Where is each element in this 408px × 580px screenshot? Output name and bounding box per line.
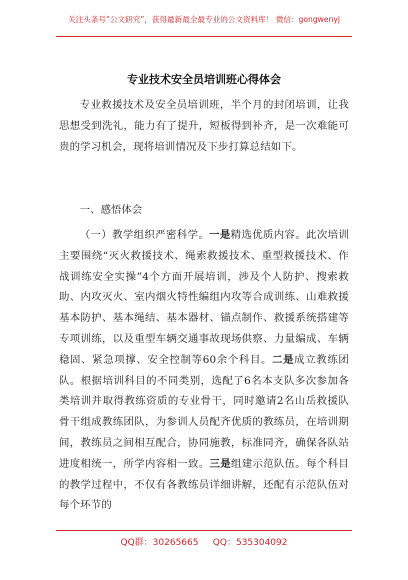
header-notice: 关注头条号“公文研究”，获得最新最全最专业的公文资料库！ 微信：gongwenyj xyxy=(68,15,340,24)
footer-divider xyxy=(56,530,352,531)
section-heading: 一、感悟体会 xyxy=(79,204,143,216)
point-three-text: 组建示范队伍。每个科目的教学过程中，不仅有各教练员详细讲解，还配有示范队伍对每个环节的 xyxy=(59,457,349,512)
subsection-lead: （一）教学组织严密科学。 xyxy=(79,229,210,241)
document-title: 专业技术安全员培训班心得体会 xyxy=(127,73,281,86)
intro-paragraph: 专业救援技术及安全员培训班，半个月的封闭培训，让我思想受到洗礼，能力有了提升，短板得到补齐，是一次难能可贵的学习机会，现将培训情况及下步打算总结如下。 xyxy=(59,99,349,153)
point-one-marker: 一是 xyxy=(209,229,231,241)
body-paragraph xyxy=(59,225,349,516)
point-two-marker: 二是 xyxy=(272,353,295,366)
point-one-text: 精选优质内容。此次培训主要围绕“灭火救援技术、绳索救援技术、重型救援技术、作战训练安全实操”4个方面开展培训，涉及个人防护、搜索救助、内攻灭火、室内烟火特性编组内攻等合成训练、山难救援基本防护、基本绳结、基本器材、锚点制作、救援系统搭建等专项训练，以及重型车辆交通事故现场供察、力量编成、车辆稳固、紧急项撑、安全控制等60余个科目。 xyxy=(59,229,350,366)
point-two-text: 成立教练团队。根据培训科目的不同类别，选配了6名本支队多次参加各类培训并取得教练资质的专业骨干，同时邀请2名山岳救援队骨干组成教练团队，为参训人员配齐优质的教练员，在培训期间，教练员之间相互配合，协同施教，标准同齐，确保各队站进度相统一，所学内容相一致。 xyxy=(59,353,349,470)
header-divider xyxy=(56,36,352,37)
point-three-marker: 三是 xyxy=(209,457,231,470)
footer-contact: QQ群：30265665 QQ：535304092 xyxy=(120,538,288,548)
